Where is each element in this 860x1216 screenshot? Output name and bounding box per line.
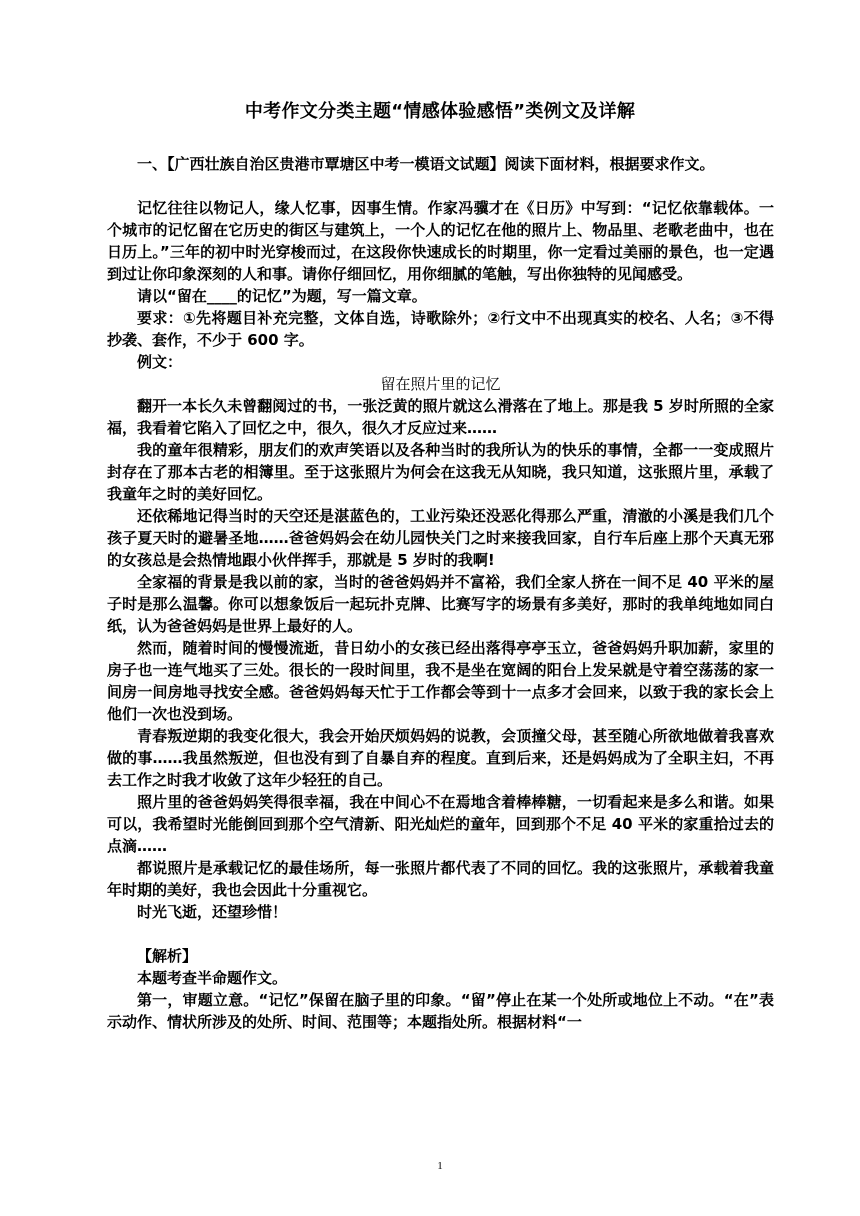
example-label: 例文： xyxy=(137,353,183,371)
prompt-paragraph: 请以“留在____的记忆”为题，写一篇文章。 xyxy=(137,287,427,305)
essay-paragraph: 时光飞逝，还望珍惜！ xyxy=(137,903,288,921)
analysis-label: 【解析】 xyxy=(137,947,198,965)
essay-paragraph: 都说照片是承载记忆的最佳场所，每一张照片都代表了不同的回忆。我的这张照片，承载着我童年时期的美好，我也会因此十分重视它。 xyxy=(107,859,774,899)
essay-paragraph: 还依稀地记得当时的天空还是湛蓝色的，工业污染还没恶化得那么严重，清澈的小溪是我们几个孩子夏天时的避暑圣地……爸爸妈妈会在幼儿园快关门之时来接我回家，自行车后座上那个天真无邪的女孩总是会热情地跟小伙伴挥手，那就是 5 岁时的我啊! xyxy=(107,507,774,569)
essay-paragraph: 照片里的爸爸妈妈笑得很幸福，我在中间心不在焉地含着棒棒糖，一切看起来是多么和谐。如果可以，我希望时光能倒回到那个空气清新、阳光灿烂的童年，回到那个不足 40 平米的家重拾过去的点滴…… xyxy=(107,793,774,855)
requirements-paragraph: 要求：①先将题目补充完整，文体自选，诗歌除外；②行文中不出现真实的校名、人名；③不得抄袭、套作，不少于 600 字。 xyxy=(107,309,774,349)
essay-paragraph: 翻开一本长久未曾翻阅过的书，一张泛黄的照片就这么滑落在了地上。那是我 5 岁时所照的全家福，我看着它陷入了回忆之中，很久，很久才反应过来…… xyxy=(107,397,774,437)
essay-paragraph: 然而，随着时间的慢慢流逝，昔日幼小的女孩已经出落得亭亭玉立，爸爸妈妈升职加薪，家里的房子也一连气地买了三处。很长的一段时间里，我不是坐在宽阔的阳台上发呆就是守着空荡荡的家一间房一间房地寻找安全感。爸爸妈妈每天忙于工作都会等到十一点多才会回来，以致于我的家长会上他们一次也没到场。 xyxy=(107,639,774,723)
page-number: 1 xyxy=(437,1160,443,1172)
analysis-paragraph: 本题考查半命题作文。 xyxy=(137,969,288,987)
question-heading: 一、【广西壮族自治区贵港市覃塘区中考一模语文试题】阅读下面材料，根据要求作文。 xyxy=(137,155,715,173)
essay-paragraph: 我的童年很精彩，朋友们的欢声笑语以及各种当时的我所认为的快乐的事情，全都一一变成照片封存在了那本古老的相簿里。至于这张照片为何会在这我无从知晓，我只知道，这张照片里，承载了我童年之时的美好回忆。 xyxy=(107,441,774,503)
document-title: 中考作文分类主题“情感体验感悟”类例文及详解 xyxy=(244,101,636,122)
analysis-paragraph: 第一，审题立意。“记忆”保留在脑子里的印象。“留”停止在某一个处所或地位上不动。“在”表示动作、情状所涉及的处所、时间、范围等；本题指处所。根据材料“一 xyxy=(107,991,774,1031)
essay-title: 留在照片里的记忆 xyxy=(380,375,501,393)
essay-paragraph: 全家福的背景是我以前的家，当时的爸爸妈妈并不富裕，我们全家人挤在一间不足 40 平米的屋子时是那么温馨。你可以想象饭后一起玩扑克牌、比赛写字的场景有多美好，那时的我单纯地如同白纸，认为爸爸妈妈是世界上最好的人。 xyxy=(107,573,774,635)
material-paragraph: 记忆往往以物记人，缘人忆事，因事生情。作家冯骥才在《日历》中写到：“记忆依靠载体。一个城市的记忆留在它历史的街区与建筑上，一个人的记忆在他的照片上、物品里、老歌老曲中，也在日历上。”三年的初中时光穿梭而过，在这段你快速成长的时期里，你一定看过美丽的景色，也一定遇到过让你印象深刻的人和事。请你仔细回忆，用你细腻的笔触，写出你独特的见闻感受。 xyxy=(107,199,774,283)
essay-paragraph: 青春叛逆期的我变化很大，我会开始厌烦妈妈的说教，会顶撞父母，甚至随心所欲地做着我喜欢做的事……我虽然叛逆，但也没有到了自暴自弃的程度。直到后来，还是妈妈成为了全职主妇，不再去工作之时我才收敛了这年少轻狂的自己。 xyxy=(107,727,774,789)
document-body xyxy=(107,153,774,1033)
